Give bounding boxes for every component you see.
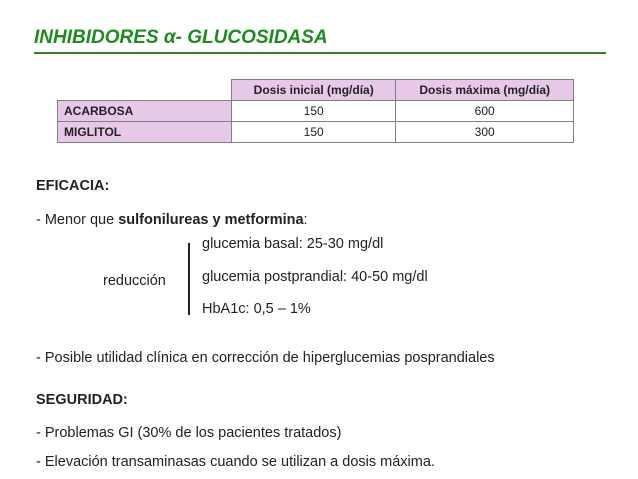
initial-dose-cell: 150 [232, 122, 396, 143]
title-prefix: INHIBIDORES [34, 27, 164, 48]
intro-prefix: - Menor que [36, 212, 119, 228]
header-initial-dose: Dosis inicial (mg/día) [232, 80, 396, 101]
title-divider [34, 52, 606, 54]
table-row [58, 101, 574, 122]
initial-dose-cell: 150 [232, 101, 396, 122]
drug-name-cell: MIGLITOL [58, 122, 232, 143]
reduction-bracket [188, 243, 190, 315]
seguridad-heading: SEGURIDAD: [36, 392, 128, 408]
title-suffix: - GLUCOSIDASA [175, 27, 328, 48]
table-header-row [58, 80, 574, 101]
safety-item-gi: - Problemas GI (30% de los pacientes tratados) [36, 425, 342, 441]
reduction-postprandial: glucemia postprandial: 40-50 mg/dl [202, 269, 428, 285]
reduction-basal: glucemia basal: 25-30 mg/dl [202, 236, 384, 252]
drug-name-cell: ACARBOSA [58, 101, 232, 122]
dose-table [57, 79, 574, 143]
reduction-label: reducción [103, 273, 166, 289]
max-dose-cell: 600 [396, 101, 574, 122]
max-dose-cell: 300 [396, 122, 574, 143]
alpha-symbol: α [163, 27, 176, 48]
header-max-dose: Dosis máxima (mg/día) [396, 80, 574, 101]
intro-bold-drugs: sulfonilureas y metformina [118, 212, 304, 228]
eficacia-intro [36, 212, 308, 228]
eficacia-heading: EFICACIA: [36, 178, 110, 194]
slide-title [34, 27, 328, 49]
intro-suffix: : [303, 212, 308, 228]
table-corner-cell [58, 80, 232, 101]
safety-item-transaminases: - Elevación transaminasas cuando se utilizan a dosis máxima. [36, 454, 435, 470]
clinical-utility-text: - Posible utilidad clínica en corrección de hiperglucemias posprandiales [36, 350, 495, 366]
table-row [58, 122, 574, 143]
reduction-hba1c: HbA1c: 0,5 – 1% [202, 301, 311, 317]
